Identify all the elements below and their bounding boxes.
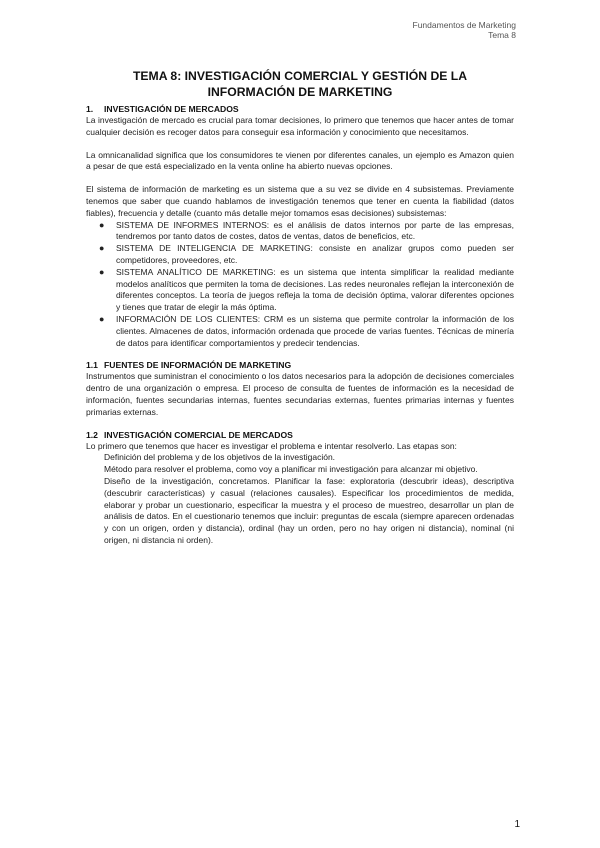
list-item: ● SISTEMA DE INFORMES INTERNOS: es el análisis de datos internos por parte de las empresas, tendremos por tanto datos de costes, datos de ventas, datos de beneficios, etc. xyxy=(99,219,514,242)
title-line-2: INFORMACIÓN DE MARKETING xyxy=(207,85,393,99)
list-item: ● SISTEMA DE INTELIGENCIA DE MARKETING: consiste en analizar grupos como pueden ser competidores, proveedores, etc. xyxy=(99,243,514,265)
paragraph: El sistema de información de marketing es un sistema que a su vez se divide en 4 subsistemas. Previamente tenemos que saber que cuando hablamos de investigación tenemos que tener en cuenta la fiabilidad (datos fiables), frecuencia y detalle (cuanto más detalle mejor tomamos esas decisiones) subsistemas: xyxy=(86,184,514,218)
paragraph: La omnicanalidad significa que los consumidores te vienen por diferentes canales, un ejemplo es Amazon quien a pesar de que está especializado en la venta online ha abierto nuevas opciones. xyxy=(86,149,514,172)
paragraph: La investigación de mercado es crucial para tomar decisiones, lo primero que tenemos que hacer antes de tomar cualquier decisión es recoger datos para conseguir esa información y conocimiento que necesitamos. xyxy=(86,115,514,137)
bullet-icon: ● xyxy=(99,243,105,254)
paragraph: Instrumentos que suministran el conocimiento o los datos necesarios para la adopción de decisiones comerciales dentro de una organización o empresa. El proceso de consulta de fuentes de información es la necesidad de información, fuentes secundarias internas, fuentes secundarias externas, fuentes primarias internas y fuentes primarias externas. xyxy=(86,371,514,417)
section-heading-1-2 xyxy=(86,430,514,441)
section-heading-1-1 xyxy=(86,360,514,371)
step-item: Diseño de la investigación, concretamos. Planificar la fase: exploratoria (descubrir ideas), descriptiva (descubrir características) y casual (relaciones causales). Especificar los procedimientos de medida, elaborar y probar un cuestionario, especificar la muestra y el proceso de muestreo, desarrollar un plan de análisis de datos. En el cuestionario tenemos que incluir: preguntas de escala (siempre aparecen ordenadas y con un origen, orden y distancia), ordinal (hay un orden, pero no hay origen ni distancia), nominal (ni origen, ni distancia ni orden). xyxy=(104,475,514,545)
bullet-icon: ● xyxy=(99,313,105,324)
steps-list xyxy=(86,452,514,546)
section-title: INVESTIGACIÓN COMERCIAL DE MERCADOS xyxy=(104,429,293,440)
list-item: ● SISTEMA ANALÍTICO DE MARKETING: es un sistema que intenta simplificar la realidad mediante modelos analíticos que permiten la toma de decisiones. Las redes neuronales reflejan la interconexión de diferentes conceptos. La teoría de juegos refleja la toma de decisión óptima, valorar diferentes opciones y tienes que tratar de elegir la más óptima. xyxy=(99,266,514,313)
section-number: 1.2 xyxy=(86,429,98,440)
list-item: ● INFORMACIÓN DE LOS CLIENTES: CRM es un sistema que permite controlar la información de los clientes. Almacenes de datos, información ordenada que procede de varias fuentes. Técnicas de minería de datos para identificar comportamientos y predecir tendencias. xyxy=(99,313,514,348)
bullet-list xyxy=(86,220,514,350)
section-number: 1. xyxy=(86,104,94,114)
section-title: INVESTIGACIÓN DE MERCADOS xyxy=(104,104,239,114)
section-title: FUENTES DE INFORMACIÓN DE MARKETING xyxy=(104,360,292,371)
header-topic: Tema 8 xyxy=(488,30,516,40)
header-course: Fundamentos de Marketing xyxy=(412,20,516,30)
step-item: Definición del problema y de los objetivos de la investigación. xyxy=(104,452,336,463)
bullet-icon: ● xyxy=(99,219,105,230)
page-number: 1 xyxy=(514,819,520,830)
step-item: Método para resolver el problema, como voy a planificar mi investigación para alcanzar mi objetivo. xyxy=(104,464,478,475)
section-heading-1 xyxy=(86,104,514,115)
document-title xyxy=(86,68,514,100)
page-content xyxy=(86,68,514,547)
title-line-1: TEMA 8: INVESTIGACIÓN COMERCIAL Y GESTIÓN DE LA xyxy=(132,69,468,83)
bullet-icon: ● xyxy=(99,266,105,277)
page-header xyxy=(413,20,516,40)
paragraph: Lo primero que tenemos que hacer es investigar el problema e intentar resolverlo. Las etapas son: xyxy=(86,440,457,451)
section-number: 1.1 xyxy=(86,360,98,371)
